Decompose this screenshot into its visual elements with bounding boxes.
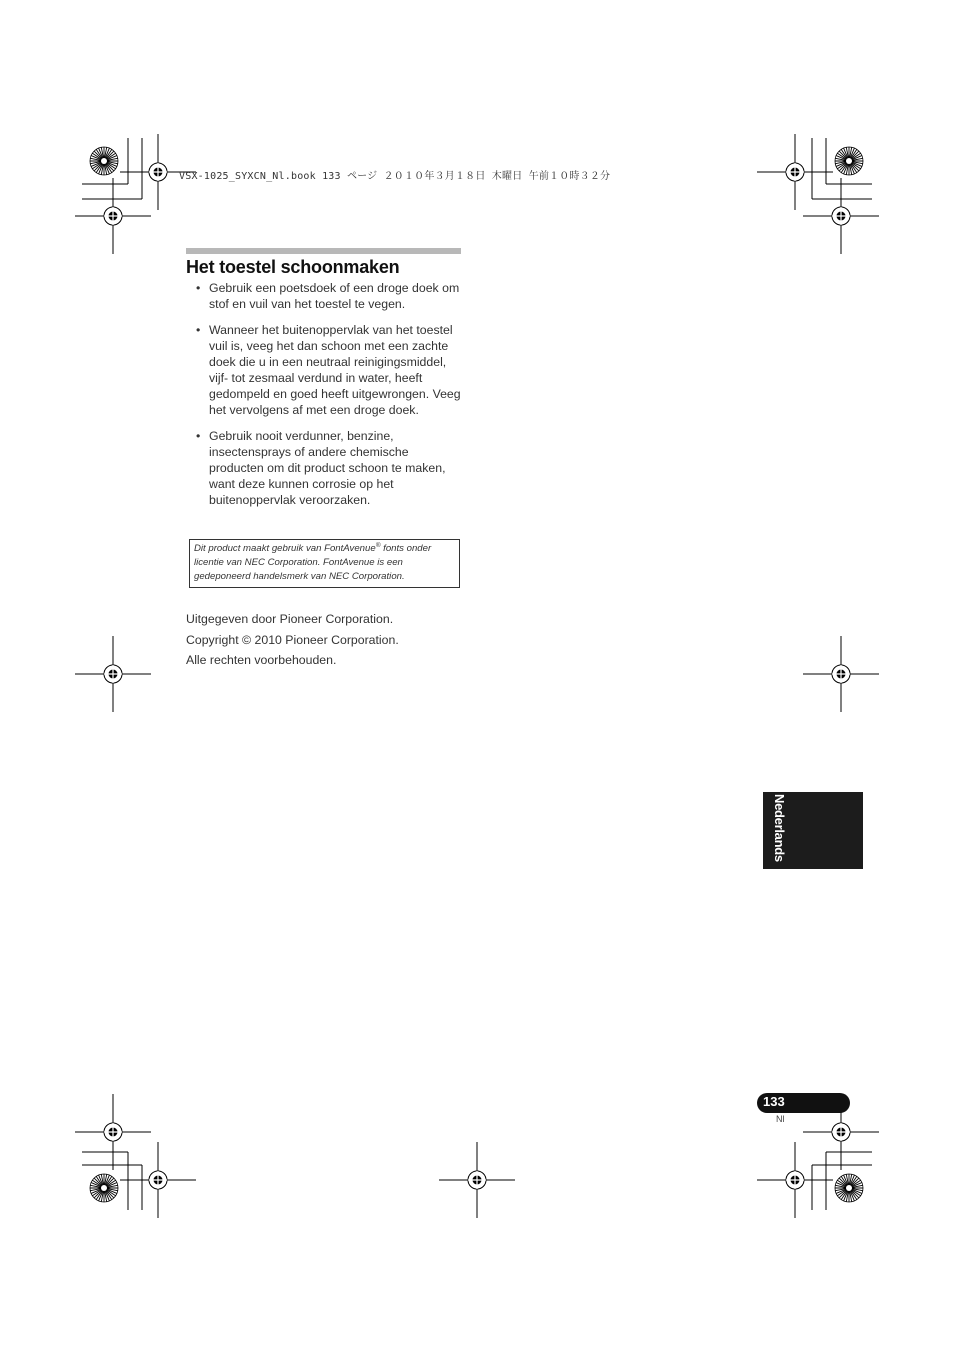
language-tab-label: Nederlands [772, 794, 787, 862]
page-number: 133 [763, 1094, 785, 1109]
copyright-line: Copyright © 2010 Pioneer Corporation. [186, 632, 399, 647]
rights-line: Alle rechten voorbehouden. [186, 653, 337, 667]
list-item-text: Gebruik nooit verdunner, benzine, insectensprays of andere chemische producten om dit product schoon te maken, want deze kunnen corrosie op het buitenoppervlak veroorzaken. [209, 429, 446, 507]
list-item [196, 280, 462, 312]
font-license-notice [189, 539, 460, 588]
publisher-line: Uitgegeven door Pioneer Corporation. [186, 612, 394, 626]
bullet-icon: • [196, 429, 201, 443]
notice-text-start: Dit product maakt gebruik van FontAvenue [194, 543, 376, 554]
bullet-icon: • [196, 323, 201, 337]
print-info-header: VSX-1025_SYXCN_Nl.book 133 ページ ２０１０年３月１８日 木曜日 午前１０時３２分 [179, 171, 611, 182]
cleaning-instructions-list [196, 280, 462, 518]
registered-trademark-mark: ® [375, 541, 381, 549]
publisher-info [186, 611, 399, 673]
list-item [196, 322, 462, 418]
page-language-code: Nl [776, 1114, 785, 1124]
section-divider-bar [186, 248, 461, 254]
notice-text-end: fonts onder licentie van NEC Corporation. FontAvenue is een gedeponeerd handelsmerk van NEC Corporation. [194, 543, 432, 582]
list-item-text: Gebruik een poetsdoek of een droge doek om stof en vuil van het toestel te vegen. [209, 281, 460, 311]
list-item [196, 428, 462, 508]
bullet-icon: • [196, 281, 201, 295]
list-item-text: Wanneer het buitenoppervlak van het toestel vuil is, veeg het dan schoon met een zachte doek die u in een neutraal reinigingsmiddel, vijf- tot zesmaal verdund in water, heeft gedompeld en goed heeft uitgewrongen. Veeg het vervolgens af met een droge doek. [209, 323, 461, 417]
section-title: Het toestel schoonmaken [186, 257, 400, 277]
